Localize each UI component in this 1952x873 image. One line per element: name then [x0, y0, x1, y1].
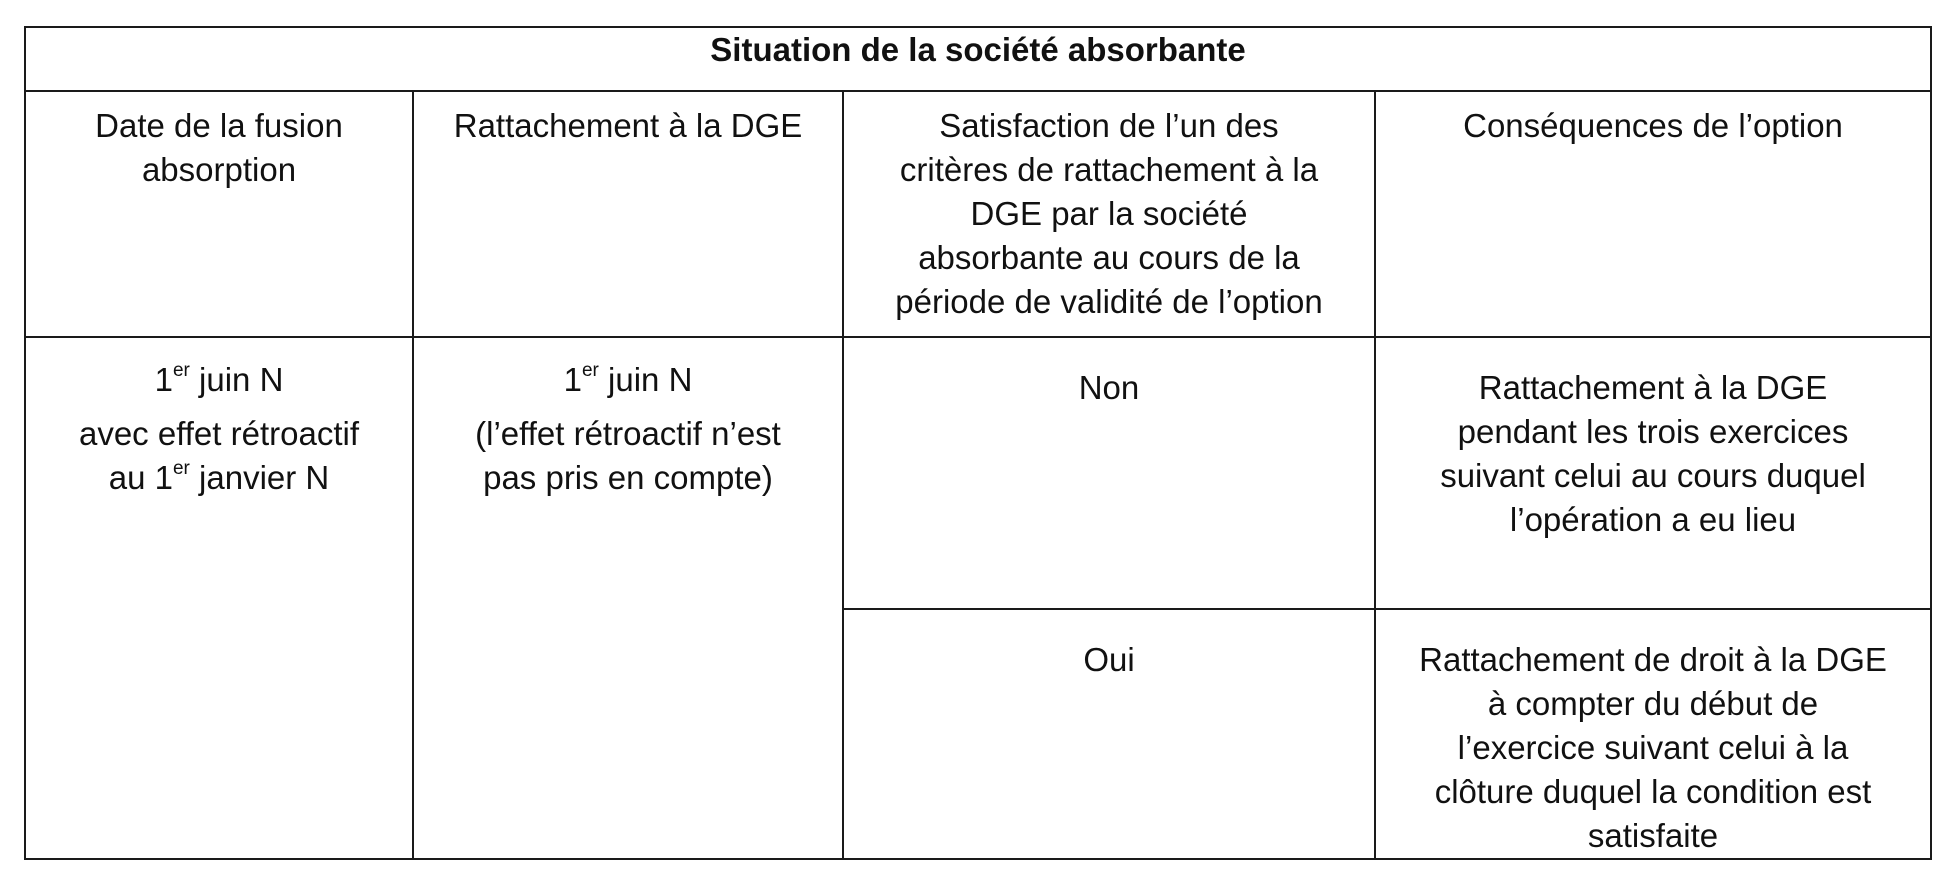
header-date-fusion	[25, 91, 413, 337]
dge-sup: er	[581, 360, 599, 381]
dge-date-line	[420, 358, 836, 402]
consequence-line: à compter du début de	[1487, 685, 1819, 722]
consequence-line: Rattachement à la DGE	[1478, 369, 1828, 406]
header-line: Date de la fusion	[95, 107, 343, 144]
consequence-line: pendant les trois exercices	[1457, 413, 1849, 450]
date-num: 1	[154, 361, 173, 398]
effect-date-line	[32, 456, 406, 500]
header-consequences	[1375, 91, 1931, 337]
dge-num: 1	[563, 361, 582, 398]
cell-answer-non: Non	[843, 337, 1375, 609]
date-sup: er	[172, 360, 190, 381]
effect-sup: er	[172, 458, 190, 479]
effect-line: avec effet rétroactif	[78, 415, 360, 452]
header-line: absorption	[141, 151, 297, 188]
cell-answer-oui: Oui	[843, 609, 1375, 859]
header-line: DGE par la société	[970, 195, 1248, 232]
header-line: Satisfaction de l’un des	[939, 107, 1279, 144]
consequence-line: clôture duquel la condition est	[1434, 773, 1872, 810]
dge-note-line: (l’effet rétroactif n’est	[475, 415, 781, 452]
consequence-line: suivant celui au cours duquel	[1440, 457, 1866, 494]
consequence-line: satisfaite	[1587, 817, 1719, 854]
effect-pre: au 1	[108, 459, 173, 496]
dge-note-line: pas pris en compte)	[483, 459, 773, 496]
consequence-line: Rattachement de droit à la DGE	[1419, 641, 1887, 678]
header-line: Conséquences de l’option	[1463, 107, 1843, 144]
dge-rest: juin N	[598, 361, 693, 398]
cell-date-fusion	[25, 337, 413, 859]
date-rest: juin N	[189, 361, 284, 398]
header-satisfaction	[843, 91, 1375, 337]
cell-consequence-non	[1375, 337, 1931, 609]
effect-post: janvier N	[189, 459, 330, 496]
header-line: Rattachement à la DGE	[453, 107, 803, 144]
cell-consequence-oui	[1375, 609, 1931, 859]
consequence-line: l’opération a eu lieu	[1509, 501, 1797, 538]
consequence-line: l’exercice suivant celui à la	[1457, 729, 1849, 766]
date-line	[32, 358, 406, 402]
header-line: critères de rattachement à la	[899, 151, 1319, 188]
fusion-table	[24, 26, 1932, 860]
cell-rattachement-dge	[413, 337, 843, 859]
header-line: absorbante au cours de la	[918, 239, 1300, 276]
header-line: période de validité de l’option	[895, 283, 1323, 320]
header-rattachement	[413, 91, 843, 337]
table-title: Situation de la société absorbante	[25, 27, 1931, 91]
